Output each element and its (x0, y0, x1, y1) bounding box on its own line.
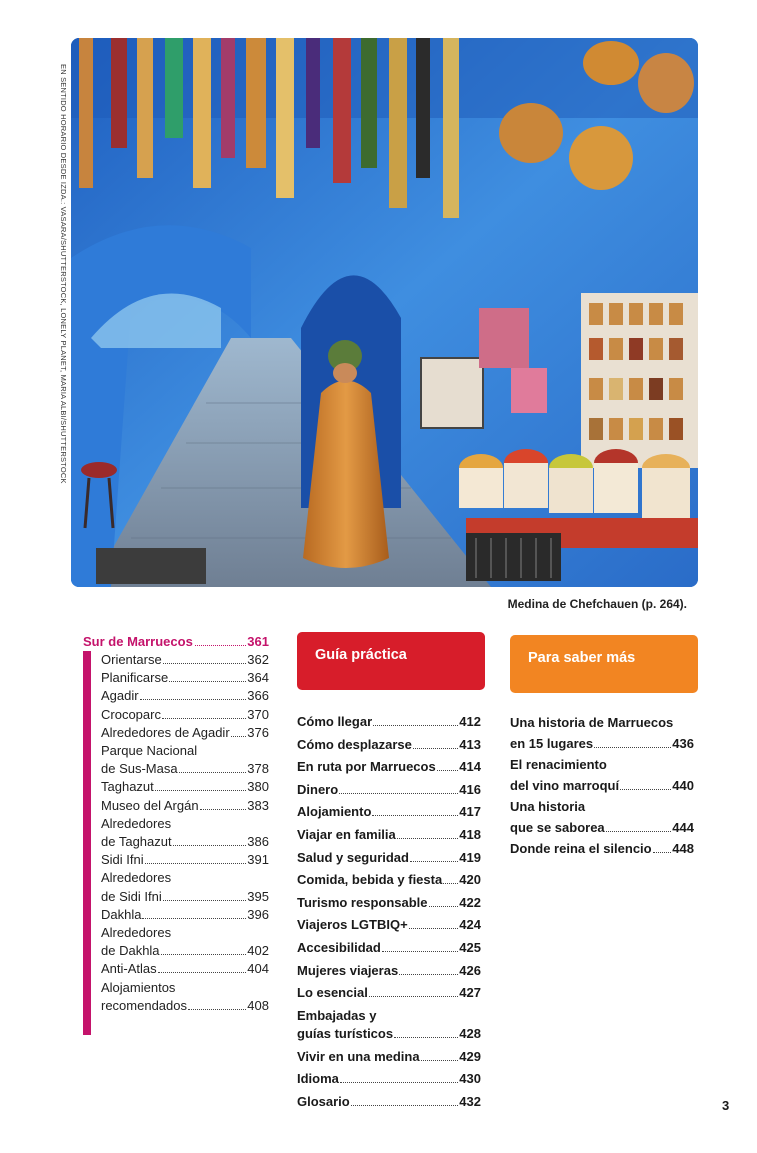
toc-entry-label: Dinero (297, 781, 339, 797)
toc-entry-row (101, 687, 269, 705)
section-title: Sur de Marruecos (83, 634, 193, 649)
toc-entry[interactable] (297, 982, 481, 1005)
toc-entry-row (101, 997, 269, 1015)
leader-dots (410, 861, 458, 862)
toc-entry[interactable] (297, 869, 481, 892)
toc-entry-label: Comida, bebida y fiesta (297, 872, 443, 888)
leader-dots (179, 772, 247, 773)
leader-dots (142, 918, 246, 919)
toc-entry-label: Donde reina el silencio (510, 841, 652, 856)
guia-practica-header (297, 632, 485, 690)
toc-entry-row (297, 779, 481, 802)
section-color-bar (83, 651, 91, 1035)
toc-entry[interactable] (101, 815, 269, 851)
toc-entry-page: 432 (459, 1093, 481, 1109)
toc-entry-label: Sidi Ifni (101, 852, 144, 868)
toc-entry-row (297, 1025, 481, 1043)
toc-entry-label-line1: Alrededores (101, 815, 172, 831)
header-label: Guía práctica (315, 647, 407, 663)
toc-entry-label-line1: Alojamientos (101, 979, 176, 995)
leader-dots (162, 718, 246, 719)
toc-entry-label: recomendados (101, 997, 187, 1013)
toc-entry-page: 412 (459, 714, 481, 729)
toc-entry-page: 440 (672, 777, 694, 793)
toc-entry-row (297, 756, 481, 779)
toc-entry-row (510, 776, 694, 797)
page-number: 3 (722, 1098, 730, 1113)
leader-dots (382, 951, 458, 952)
toc-entry[interactable] (297, 960, 481, 983)
toc-entry-page: 366 (247, 688, 269, 704)
toc-entry[interactable] (101, 797, 269, 815)
toc-entry-label: Agadir (101, 688, 139, 704)
toc-entry[interactable] (297, 711, 481, 734)
leader-dots (594, 747, 671, 748)
toc-entry-page: 362 (247, 652, 269, 667)
toc-entry-label: Planificarse (101, 670, 169, 686)
toc-entry-row (297, 937, 481, 960)
toc-entry-row (101, 724, 269, 742)
toc-entry[interactable] (101, 851, 269, 869)
toc-entry-page: 429 (459, 1048, 481, 1064)
toc-entry-label-line1: Alrededores (101, 870, 172, 886)
toc-entry[interactable] (297, 892, 481, 915)
toc-entry-label: Orientarse (101, 652, 162, 667)
toc-entry-label: Cómo llegar (297, 714, 373, 729)
toc-entry-label: en 15 lugares (510, 735, 594, 751)
toc-entry[interactable] (297, 847, 481, 870)
leader-dots (231, 736, 247, 737)
toc-entry-row (101, 797, 269, 815)
toc-entry-page: 417 (459, 804, 481, 820)
leader-dots (340, 1082, 458, 1083)
toc-entry-row (297, 869, 481, 892)
toc-list (101, 651, 269, 1015)
toc-entry-page: 427 (459, 985, 481, 1001)
leader-dots (606, 831, 672, 832)
leader-dots (169, 681, 246, 682)
toc-entry-label: Mujeres viajeras (297, 962, 399, 978)
toc-entry-page: 419 (459, 849, 481, 865)
leader-dots (397, 838, 459, 839)
toc-entry-label: de Sidi Ifni (101, 888, 162, 904)
toc-entry-label: de Taghazut (101, 834, 172, 850)
toc-entry-page: 436 (672, 735, 694, 751)
toc-entry-page: 414 (459, 759, 481, 775)
toc-entry[interactable] (510, 713, 694, 754)
toc-entry-row (297, 734, 481, 757)
toc-entry[interactable] (101, 924, 269, 960)
toc-entry-page: 408 (247, 997, 269, 1013)
toc-entry-row (297, 801, 481, 824)
toc-entry-row (101, 833, 269, 851)
toc-entry-label: Viajar en familia (297, 826, 396, 842)
toc-entry[interactable] (297, 734, 481, 757)
toc-entry-label: Cómo desplazarse (297, 736, 412, 752)
toc-entry-row (101, 778, 269, 796)
leader-dots (161, 954, 247, 955)
toc-entry-label: guías turísticos (297, 1025, 394, 1041)
toc-entry-row (101, 706, 269, 724)
toc-entry-label: Anti-Atlas (101, 961, 157, 977)
leader-dots (429, 906, 459, 907)
toc-entry-page: 418 (459, 826, 481, 842)
leader-dots (443, 883, 458, 884)
toc-para-saber-mas (510, 713, 694, 860)
leader-dots (158, 972, 247, 973)
toc-entry-row (101, 760, 269, 778)
leader-dots (140, 699, 247, 700)
toc-entry[interactable] (297, 779, 481, 802)
toc-entry-label: En ruta por Marruecos (297, 759, 436, 775)
toc-entry-page: 370 (247, 706, 269, 722)
toc-entry-label: Idioma (297, 1071, 339, 1087)
toc-sur-de-marruecos (83, 634, 269, 1015)
leader-dots (369, 996, 458, 997)
toc-entry-label: del vino marroquí (510, 777, 620, 793)
toc-entry-page: 391 (247, 852, 269, 868)
section-title-row[interactable] (83, 634, 269, 649)
leader-dots (620, 789, 671, 790)
toc-entry-page: 426 (459, 962, 481, 978)
toc-entry[interactable] (101, 651, 269, 669)
toc-entry[interactable] (101, 869, 269, 905)
toc-entry-label-line1: Parque Nacional (101, 743, 198, 759)
toc-entry-page: 395 (247, 888, 269, 904)
toc-entry-page: 396 (247, 906, 269, 922)
toc-entry[interactable] (101, 742, 269, 778)
leader-dots (413, 748, 458, 749)
leader-dots (373, 725, 458, 726)
toc-entry-label: de Dakhla (101, 943, 160, 959)
leader-dots (653, 852, 672, 853)
toc-entry-row (297, 711, 481, 734)
leader-dots (163, 663, 247, 664)
toc-entry-row (101, 888, 269, 906)
leader-dots (200, 809, 247, 810)
toc-entry[interactable] (101, 778, 269, 796)
toc-entry-page: 430 (459, 1071, 481, 1087)
leader-dots (155, 790, 247, 791)
toc-entry-label: Alojamiento (297, 804, 372, 820)
toc-entry-label-line1: Una historia de Marruecos (510, 715, 674, 730)
toc-entry-label: Crocoparc (101, 706, 161, 722)
toc-entry-page: 380 (247, 779, 269, 795)
toc-entry[interactable] (297, 1046, 481, 1069)
toc-entry-page: 444 (672, 819, 694, 835)
toc-entry-page: 422 (459, 894, 481, 910)
leader-dots (409, 928, 459, 929)
toc-entry-page: 386 (247, 834, 269, 850)
toc-entry-page: 425 (459, 939, 481, 955)
toc-entry[interactable] (101, 906, 269, 924)
toc-entry-label: Museo del Argán (101, 797, 199, 813)
leader-dots (163, 900, 247, 901)
toc-entry-label-line1: El renacimiento (510, 757, 607, 772)
toc-entry-label: Taghazut (101, 779, 154, 795)
header-label: Para saber más (528, 650, 636, 666)
toc-entry-label: Lo esencial (297, 985, 368, 1001)
toc-entry-label: Glosario (297, 1093, 350, 1109)
toc-entry-row (510, 839, 694, 860)
leader-dots (351, 1105, 459, 1106)
toc-entry-row (297, 1091, 481, 1114)
toc-entry-page: 402 (247, 943, 269, 959)
toc-entry-page: 428 (459, 1025, 481, 1041)
toc-entry-row (101, 906, 269, 924)
toc-entry-row (510, 818, 694, 839)
toc-entry-row (510, 734, 694, 755)
toc-entry-row (101, 851, 269, 869)
toc-entry-row (297, 824, 481, 847)
toc-entry-row (101, 960, 269, 978)
leader-dots (145, 863, 247, 864)
toc-entry-label: Alrededores de Agadir (101, 724, 230, 740)
toc-entry-label: Dakhla (101, 906, 142, 922)
toc-entry-row (101, 942, 269, 960)
toc-entry[interactable] (297, 1005, 481, 1046)
toc-entry-label: de Sus-Masa (101, 761, 178, 777)
toc-entry-row (297, 892, 481, 915)
leader-dots (195, 645, 246, 646)
leader-dots (437, 770, 459, 771)
toc-entry-label-line1: Embajadas y (297, 1007, 377, 1023)
toc-entry-label-line1: Alrededores (101, 925, 172, 941)
toc-entry-label: Accesibilidad (297, 939, 381, 955)
toc-entry-page: 413 (459, 736, 481, 752)
toc-entry-row (297, 847, 481, 870)
toc-entry[interactable] (101, 960, 269, 978)
para-saber-mas-header (510, 635, 698, 693)
toc-entry[interactable] (101, 724, 269, 742)
toc-entry-page: 416 (459, 781, 481, 797)
toc-entry-label: Vivir en una medina (297, 1048, 420, 1064)
toc-entry-row (297, 914, 481, 937)
leader-dots (394, 1037, 458, 1038)
toc-entry-page: 378 (247, 761, 269, 777)
toc-entry-label: Viajeros LGTBIQ+ (297, 917, 408, 933)
leader-dots (421, 1060, 459, 1061)
toc-entry[interactable] (510, 839, 694, 860)
toc-entry[interactable] (510, 797, 694, 838)
chefchaouen-photo (71, 38, 698, 587)
toc-entry[interactable] (101, 669, 269, 687)
toc-entry-page: 364 (247, 670, 269, 686)
toc-guia-practica (297, 711, 481, 1114)
toc-entry[interactable] (101, 687, 269, 705)
toc-entry-label: Salud y seguridad (297, 849, 409, 865)
toc-entry-row (297, 982, 481, 1005)
toc-entry[interactable] (297, 824, 481, 847)
toc-entry[interactable] (101, 706, 269, 724)
toc-entry-label: que se saborea (510, 819, 605, 835)
toc-entry[interactable] (101, 979, 269, 1015)
toc-entry[interactable] (297, 1091, 481, 1114)
toc-entry-page: 424 (459, 917, 481, 933)
toc-entry[interactable] (297, 1068, 481, 1091)
toc-entry-page: 383 (247, 797, 269, 813)
toc-entry-label: Turismo responsable (297, 894, 428, 910)
leader-dots (339, 793, 458, 794)
toc-entry-page: 448 (672, 841, 694, 856)
toc-entry-row (297, 960, 481, 983)
photo-caption: Medina de Chefchauen (p. 264). (507, 597, 687, 611)
toc-entry-label-line1: Una historia (510, 799, 586, 814)
toc-entry[interactable] (297, 801, 481, 824)
toc-entry-row (297, 1046, 481, 1069)
toc-entry-row (297, 1068, 481, 1091)
photo-credit: EN SENTIDO HORARIO DESDE IZDA.: VASARA/SHUTTERSTOCK, LONELY PLANET, MARIA ALBI/SHUTTERSTOCK (59, 64, 68, 484)
toc-entry[interactable] (510, 755, 694, 796)
leader-dots (188, 1009, 246, 1010)
leader-dots (173, 845, 247, 846)
leader-dots (399, 974, 458, 975)
toc-entry-page: 420 (459, 872, 481, 888)
toc-entry-page: 376 (247, 724, 269, 740)
toc-entry-page: 404 (247, 961, 269, 977)
toc-entry[interactable] (297, 914, 481, 937)
section-page: 361 (247, 634, 269, 649)
leader-dots (372, 815, 458, 816)
toc-entry-row (101, 669, 269, 687)
toc-entry[interactable] (297, 756, 481, 779)
toc-entry[interactable] (297, 937, 481, 960)
toc-entry-row (101, 651, 269, 669)
